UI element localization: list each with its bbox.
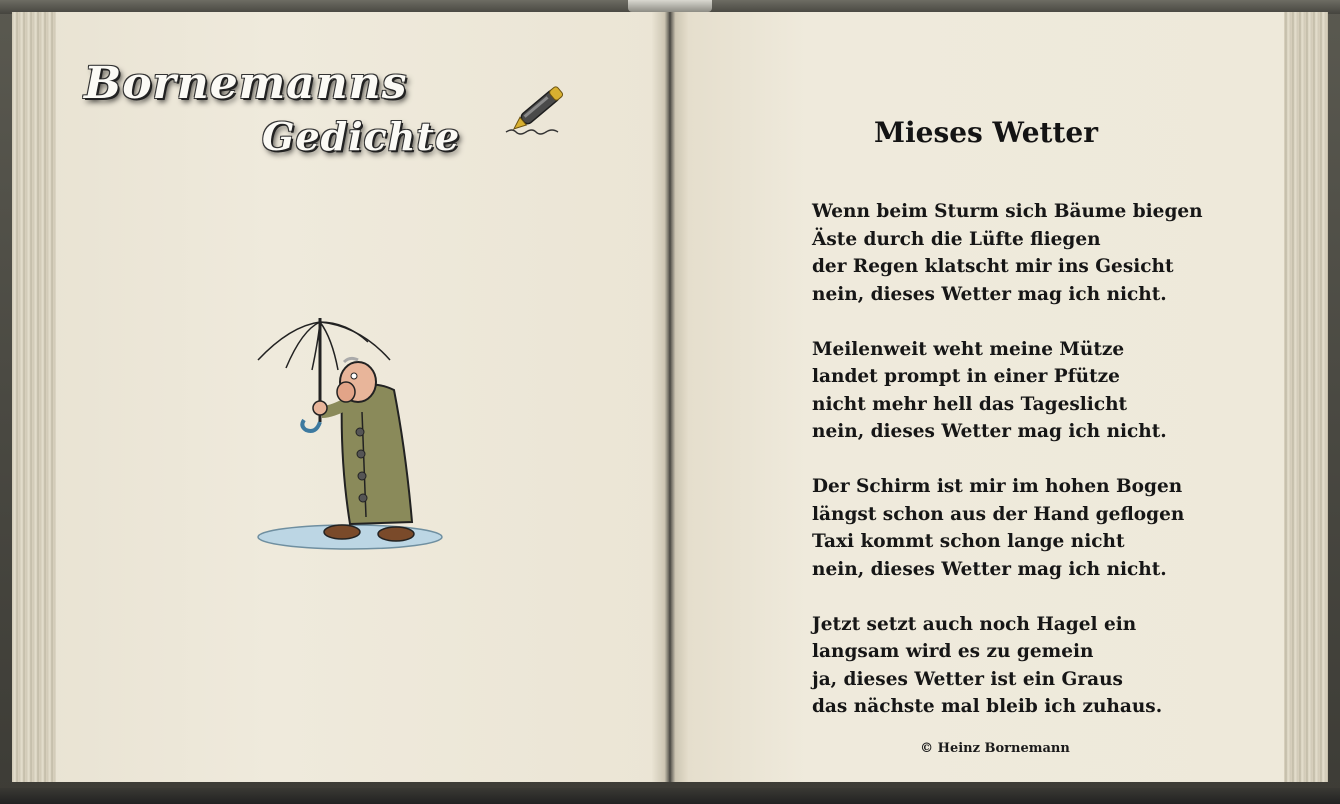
poem-line: der Regen klatscht mir ins Gesicht: [812, 256, 1174, 277]
fountain-pen-icon: [500, 74, 578, 140]
poem-line: nein, dieses Wetter mag ich nicht.: [812, 558, 1167, 580]
left-page-edges: [12, 12, 56, 782]
logo-line-2: Gedichte: [262, 114, 461, 159]
poem-line: Taxi kommt schon lange nicht: [812, 531, 1125, 552]
poem-line: das nächste mal bleib ich zuhaus.: [812, 696, 1163, 717]
copyright-notice: © Heinz Bornemann: [920, 741, 1070, 756]
poem-line: langsam wird es zu gemein: [812, 641, 1094, 662]
logo-line-1: Bornemanns: [84, 58, 408, 109]
poem-title: Mieses Wetter: [874, 116, 1098, 149]
poem-line: Meilenweit weht meine Mütze: [812, 338, 1125, 360]
poem-stanza: [812, 198, 1272, 308]
poem-body: [812, 198, 1272, 748]
poem-stanza: [812, 473, 1272, 583]
man-with-broken-umbrella-illustration: [250, 312, 450, 552]
poem-line: nicht mehr hell das Tageslicht: [812, 393, 1128, 415]
poem-line: Jetzt setzt auch noch Hagel ein: [812, 613, 1137, 635]
poem-line: Der Schirm ist mir im hohen Bogen: [812, 476, 1183, 497]
poem-line: nein, dieses Wetter mag ich nicht.: [812, 421, 1167, 442]
book-cover-bottom: [0, 788, 1340, 804]
poem-line: landet prompt in einer Pfütze: [812, 366, 1120, 387]
poem-line: ja, dieses Wetter ist ein Graus: [812, 668, 1123, 690]
poem-line: nein, dieses Wetter mag ich nicht.: [812, 283, 1167, 305]
poem-stanza: [812, 336, 1272, 446]
poem-line: Äste durch die Lüfte fliegen: [812, 228, 1101, 250]
poem-stanza: [812, 611, 1272, 721]
poem-line: Wenn beim Sturm sich Bäume biegen: [812, 201, 1203, 222]
poem-line: längst schon aus der Hand geflogen: [812, 503, 1185, 525]
bookmark-clip: [628, 0, 712, 12]
